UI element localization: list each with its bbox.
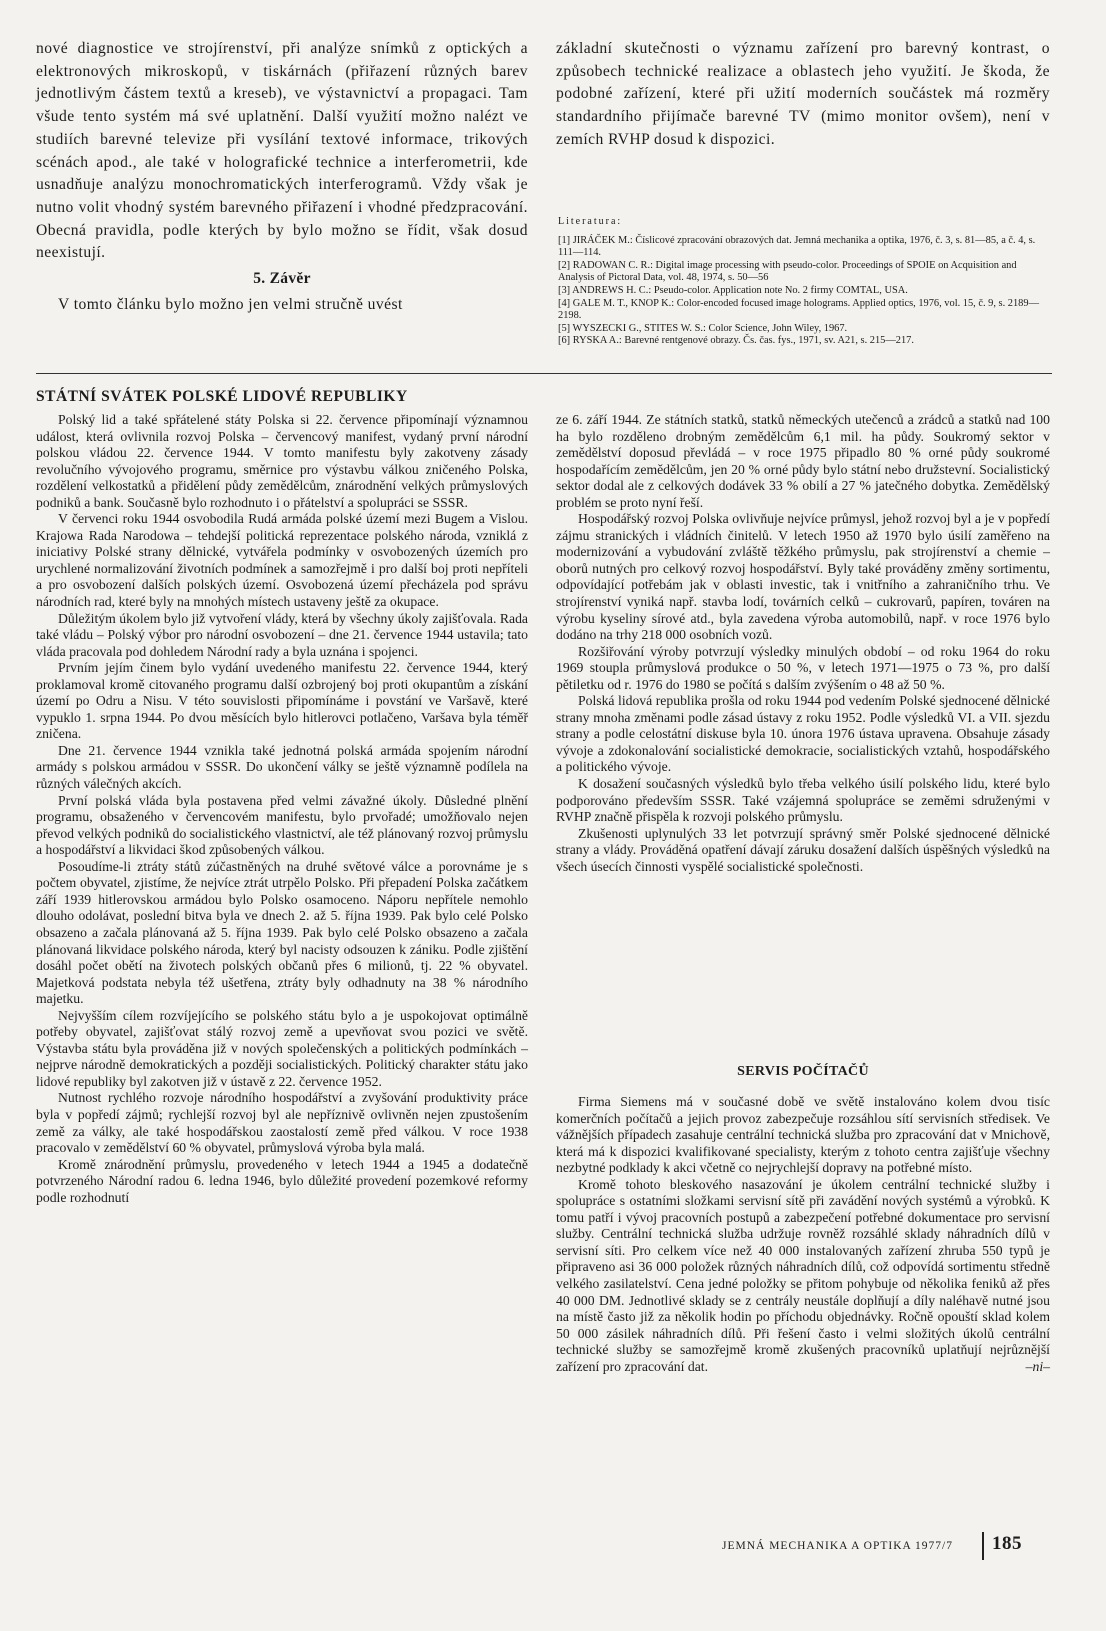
article-paragraph: Nutnost rychlého rozvoje národního hospodářství a zvyšování produktivity práce byla v popředí zájmů; rychlejší rozvoj byl ale nepříznivě ovlivněn nejen zpustošením země za války, ale také hospodářskou zaostalostí země před válkou. V roce 1938 pracovalo v zemědělství 60 % obyvatel, průmyslová výroba byla malá. bbox=[36, 1090, 528, 1156]
servis-paragraph: Kromě tohoto bleskového nasazování je úkolem centrální technické služby i spolupráce s ostatními složkami servisní sítě při zavádění nových systémů a výrobků. K tomu patří i vývoj pracovních postupů a zabezpečení potřebné dokumentace pro servisní služby. Centrální technická služba udržuje rovněž rozsáhlé sklady náhradních dílů v servisní síti. Pro celkem více než 40 000 instalovaných zařízení zhruba 550 typů je připraveno asi 36 000 položek různých náhradních dílů, což odpovídá sortimentu středně velkého zasilatelství. Cena jedné položky se přitom pohybuje od několika feniků až přes 40 000 DM. Jednotlivé sklady se z centrály neustále doplňují a díly naléhavě nutné jsou na místě často již za několik hodin po příchodu objednávky. Ročně opouští sklad kolem 50 000 zásilek náhradních dílů. Při řešení často i velmi složitých úkolů centrální technické služby se samozřejmě kromě zkušených pracovníků uplatňují nejrůznější zařízení pro zpracování dat. bbox=[556, 1176, 1050, 1374]
reference-item: [2] RADOWAN C. R.: Digital image processing with pseudo-color. Proceedings of SPOIE on Acquisition and Analysis of Pictoral Data, vol. 48, 1974, s. 50—56 bbox=[558, 259, 1017, 284]
references-heading: Literatura: bbox=[558, 216, 623, 227]
article-paragraph: V červenci roku 1944 osvobodila Rudá armáda polské území mezi Bugem a Vislou. Krajowa Rada Narodowa – tehdejší politická reprezentace polského národa, vzniklá z iniciativy Polské strany dělnické, vytvářela podmínky v osvobozených územích pro urychlené normalizování životních podmínek a samozřejmě i pro další boj proti nepříteli a pro osvobození dalších polských území. Osvobozená území přecházela pod správu národních rad, které byly na mnohých místech ustaveny ještě za okupace. bbox=[36, 511, 528, 610]
reference-item: [1] JIRÁČEK M.: Číslicové zpracování obrazových dat. Jemná mechanika a optika, 1976, č. 3, s. 81—85, a č. 4, s. 111—114. bbox=[558, 234, 1036, 259]
article-paragraph: Posoudíme-li ztráty států zúčastněných na druhé světové válce a porovnáme je s počtem obyvatel, zjistíme, že nejvíce ztrát utrpělo Polsko. Při přepadení Polska začátkem září 1939 hitlerovskou armádou bylo Polsko osamoceno. Náporu nepřítele nemohlo dlouho odolávat, poslední bitva byla ve dnech 2. až 5. října 1939. Pak bylo celé Polsko obsazeno a začala plánovaná až 5. října 1939. Pak bylo celé Polsko obsazeno a začala plánovaná likvidace polského národa, který byl nacisty odsouzen k zániku. Podle zjištění dosáhl počet obětí na životech polských občanů přes 6 milionů, tj. 22 % obyvatel. Majetková podstata nebyla též ušetřena, ztráty byly odhadnuty na 38 % národního majetku. bbox=[36, 858, 528, 1007]
article-paragraph: Polská lidová republika prošla od roku 1944 pod vedením Polské sjednocené dělnické strany mnoha změnami podle zásad ústavy z roku 1952. Podle výsledků VI. a VII. sjezdu strany a podle celostátní diskuse byla 10. února 1976 ústava upravena. Obsahuje zásady vývoje a zdokonalování socialistické demokracie, socialistických vztahů, hospodářského a politického vývoje. bbox=[556, 693, 1050, 775]
article-paragraph: Polský lid a také spřátelené státy Polska si 22. července připomínají významnou událost, která ovlivnila rozvoj Polska – červencový manifest, vydaný první národní polskou vládou 22. července 1944. V tomto manifestu byly zakotveny zásady revolučního vývojového programu, směrnice pro výstavbu válkou zničeného Polska, rozdělení velkostatků a přidělení půdy zemědělcům, znárodnění velkých průmyslových podniků a bank. Současně bylo rozhodnuto i o přátelství a spolupráci se SSSR. bbox=[36, 412, 528, 510]
journal-name: JEMNÁ MECHANIKA A OPTIKA 1977/7 bbox=[722, 1540, 953, 1552]
reference-item: [6] RYSKA A.: Barevné rentgenové obrazy. Čs. čas. fys., 1971, sv. A21, s. 215—217. bbox=[558, 335, 914, 347]
section-divider bbox=[36, 373, 1052, 374]
section-paragraph: V tomto článku bylo možno jen velmi stručně uvést bbox=[58, 295, 403, 313]
references bbox=[558, 216, 1050, 348]
reference-item: [5] WYSZECKI G., STITES W. S.: Color Science, John Wiley, 1967. bbox=[558, 322, 848, 334]
intro-paragraph: nové diagnostice ve strojírenství, při analýze snímků z optických a elektronových mikroskopů, v tiskárnách (přiřazení různých barev jednotlivým částem textů a kreseb), ve výstavnictví a propagaci. Tam všude tento systém má své uplatnění. Další využití možno nalézt ve studiích barevné televize při vysílání textové informace, trikových scénách apod., ale také v holografické technice a interferometrii, kde usnadňuje analýzu monochromatických interferogramů. Vždy však je nutno volit vhodný systém barevného přiřazení i vhodné předzpracování. Obecná pravidla, podle kterých by bylo možno se řídit, však dosud neexistují. bbox=[36, 40, 528, 262]
reference-item: [3] ANDREWS H. C.: Pseudo-color. Application note No. 2 firmy COMTAL, USA. bbox=[558, 284, 908, 296]
article-paragraph: Dne 21. července 1944 vznikla také jednotná polská armáda spojením národní armády s polskou armádou v SSSR. Do ukončení války se ještě významně podílela na různých válečných akcích. bbox=[36, 742, 528, 792]
article-paragraph: Prvním jejím činem bylo vydání uvedeného manifestu 22. července 1944, který proklamoval kromě citovaného programu další ozbrojený boj proti okupantům a získání území po Odru a Nisu. V této souvislosti připomínáme i povstání ve Varšavě, které vypuklo 1. srpna 1944. Po dvou měsících bylo hitlerovci potlačeno, Varšava byla téměř zničena. bbox=[36, 660, 528, 742]
top-right-column bbox=[556, 38, 1050, 152]
servis-title: SERVIS POČÍTAČŮ bbox=[737, 1064, 869, 1079]
article-right-column bbox=[556, 412, 1050, 875]
reference-item: [4] GALE M. T., KNOP K.: Color-encoded focused image holograms. Applied optics, 1976, vol. 15, č. 9, s. 2189—2198. bbox=[558, 297, 1039, 322]
footer-divider bbox=[982, 1532, 984, 1560]
article-title: STÁTNÍ SVÁTEK POLSKÉ LIDOVÉ REPUBLIKY bbox=[36, 388, 408, 405]
page-footer bbox=[722, 1532, 1052, 1562]
article-paragraph: ze 6. září 1944. Ze státních statků, statků německých utečenců a zrádců a statků nad 100 ha bylo rozděleno drobným zemědělcům 6,1 mil. ha půdy. Soukromý sektor v zemědělství doposud převládá – v roce 1975 připadlo 80 % orné půdy soukromé hospodařícím zemědělcům, jen 20 % orné půdy bylo státní nebo družstevní. Socialistický sektor dodal ale z celkových dodávek 33 % obilí a 27 % jatečného dobytka. Zemědělský problém se proto nyní řeší. bbox=[556, 412, 1050, 510]
article-paragraph: Hospodářský rozvoj Polska ovlivňuje nejvíce průmysl, jehož rozvoj byl a je v popředí zájmu stranických i vládních činitelů. V letech 1950 až 1970 bylo úsilí zaměřeno na modernizování a vybudování zvláště těžkého průmyslu, pak strojírenství a chemie – oborů nutných pro celkový rozvoj hospodářství. Byly také prováděny změny sortimentu, odpovídající potřebám jak v oblasti investic, tak i vnitřního a zahraničního trhu. Ve strojírenství vyniká např. stavba lodí, továrních celků – cukrovarů, papíren, továren na výrobu kyseliny sírové atd., byla zavedena výroba automobilů, např. v roce 1976 bylo dodáno na trhy 218 000 osobních vozů. bbox=[556, 511, 1050, 643]
article-paragraph: Důležitým úkolem bylo již vytvoření vlády, která by všechny úkoly zajišťovala. Rada také vládu – Polský výbor pro národní osvobození – dne 21. července 1944 ustavila; tato vláda pracovala pod dohledem Národní rady a byla uznána i spojenci. bbox=[36, 610, 528, 659]
article-paragraph: Nejvyšším cílem rozvíjejícího se polského státu bylo a je uspokojovat optimálně potřeby obyvatel, zajišťovat stálý rozvoj země a upevňovat svou pozici ve světě. Výstavba státu byla prováděna již v nových společenských a politických podmínkách – nejprve národně demokratických a později socialistických. Politický charakter státu jako lidové republiky byl zakotven již v ústavě z 22. července 1952. bbox=[36, 1007, 528, 1089]
author-signature: –ni– bbox=[1025, 1359, 1050, 1375]
conclusion-paragraph: základní skutečnosti o významu zařízení pro barevný kontrast, o způsobech technické realizace a oblastech jeho využití. Je škoda, že podobné zařízení, které při užití moderních součástek má rozměry standardního přijímače barevné TV (mimo monitor ovšem), není v zemích RVHP dosud k dispozici. bbox=[556, 40, 1050, 148]
section-heading: 5. Závěr bbox=[253, 270, 311, 288]
page-number: 185 bbox=[992, 1533, 1022, 1554]
article-left-column bbox=[36, 412, 528, 1206]
article-paragraph: Zkušenosti uplynulých 33 let potvrzují správný směr Polské sjednocené dělnické strany a vlády. Prováděná opatření dávají záruku dosažení dalších úspěšných výsledků na všech úsecích činnosti vyspělé socialistické společnosti. bbox=[556, 825, 1050, 874]
article-paragraph: Kromě znárodnění průmyslu, provedeného v letech 1944 a 1945 a dodatečně potvrzeného Národní radou 6. ledna 1946, bylo důležité provedení pozemkové reformy podle rozhodnutí bbox=[36, 1156, 528, 1205]
article-paragraph: První polská vláda byla postavena před velmi závažné úkoly. Důsledné plnění programu, obsaženého v červencovém manifestu, bylo prvořadé; umožňovalo nejen převod velkých podniků do socialistického vlastnictví, ale též plánovaný rozvoj průmyslu a hospodářství a likvidaci škod způsobených válkou. bbox=[36, 792, 528, 858]
servis-column bbox=[556, 1094, 1050, 1376]
servis-paragraph: Firma Siemens má v současné době ve světě instalováno kolem dvou tisíc komerčních počítačů a jejich provoz zabezpečuje rozsáhlou sítí servisních středisek. Ve vážnějších případech zasahuje centrální technická služba pro zpracování dat v Mnichově, která má k dispozici kvalifikované specialisty, kterým z tohoto centra zajišťuje všechny nezbytné podklady k akci včetně co nejrychlejší dopravy na potřebné místo. bbox=[556, 1094, 1050, 1176]
article-paragraph: Rozšiřování výroby potvrzují výsledky minulých období – od roku 1964 do roku 1969 stoupla průmyslová produkce o 50 %, v letech 1971—1975 o 73 %, pro další pětiletku od r. 1976 do 1980 se počítá s dalším zvýšením o 48 až 50 %. bbox=[556, 643, 1050, 692]
top-left-column bbox=[36, 38, 528, 316]
article-paragraph: K dosažení současných výsledků bylo třeba velkého úsilí polského lidu, které bylo podporováno především SSSR. Také vzájemná spolupráce se zeměmi sdruženými v RVHP značně přispěla k rozvoji polského průmyslu. bbox=[556, 776, 1050, 825]
